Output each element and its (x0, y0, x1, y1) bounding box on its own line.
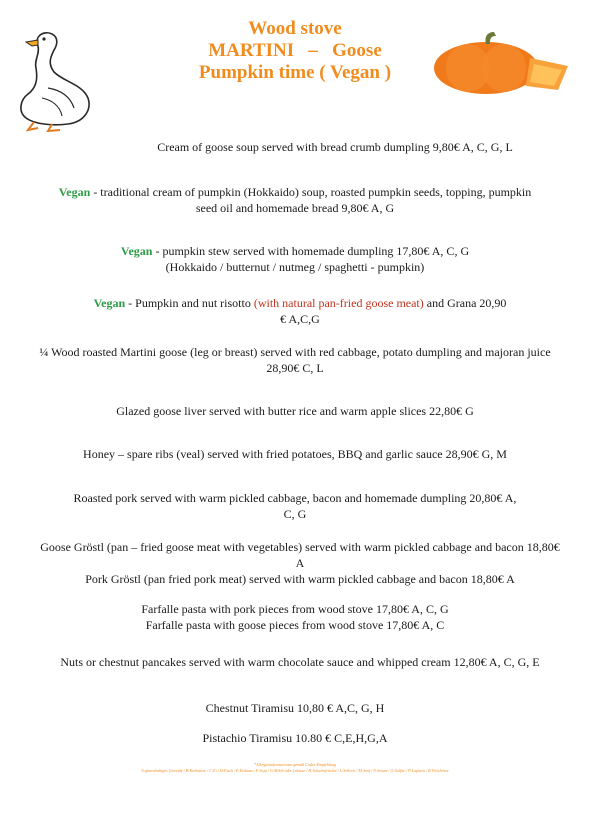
vegan-label: Vegan (120, 244, 153, 258)
header-line-2: MARTINI – Goose (208, 40, 382, 61)
menu-header (0, 18, 590, 84)
menu-item: Roasted pork served with warm pickled cabbage, bacon and homemade dumpling 20,80€ A, C, G (73, 491, 517, 521)
menu-item: Farfalle pasta with pork pieces from wood stove 17,80€ A, C, G Farfalle pasta with goose pieces from wood stove 17,80€ A, C (141, 602, 449, 632)
menu-item: Chestnut Tiramisu 10,80 € A,C, G, H (205, 701, 385, 715)
menu-item: Pistachio Tiramisu 10.80 € C,E,H,G,A (202, 731, 388, 745)
menu-item: Vegan - Pumpkin and nut risotto (with natural pan-fried goose meat) and Grana 20,90 € A,C,G (93, 296, 507, 326)
highlight-note: (with natural pan-fried goose meat) (253, 296, 424, 310)
allergen-legend: A:glutenhaltiges Getreide / B:Krebstiere / C:Ei / D:Fisch / E:Erdnuss / F:Soja / G:Milch oder Laktose / H:Schalenfrüchte / L:Sellerie / M:Senf / N:Sesam / O:Sulfite / P:Lupinen / R:Weichtiere (141, 768, 449, 773)
header-line-1: Wood stove (248, 18, 342, 39)
menu-item: ¼ Wood roasted Martini goose (leg or breast) served with red cabbage, potato dumpling and majoran juice 28,90€ C, L (39, 345, 551, 375)
allergen-footer (0, 762, 590, 774)
menu-item: Goose Gröstl (pan – fried goose meat with vegetables) served with warm pickled cabbage and bacon 18,80€ A Pork Gröstl (pan fried pork meat) served with warm pickled cabbage and bacon 18,80€ A (40, 540, 560, 586)
vegan-label: Vegan (93, 296, 126, 310)
allergen-title: *Allergeninformationen gemäß Codex-Empfehlung (254, 762, 336, 767)
menu-item: Glazed goose liver served with butter rice and warm apple slices 22,80€ G (116, 404, 474, 418)
header-line-3: Pumpkin time ( Vegan ) (198, 62, 392, 83)
menu-item: Vegan - traditional cream of pumpkin (Hokkaido) soup, roasted pumpkin seeds, topping, pumpkin seed oil and homemade bread 9,80€ A, G (58, 185, 532, 215)
menu-item: Honey – spare ribs (veal) served with fried potatoes, BBQ and garlic sauce 28,90€ G, M (83, 447, 507, 461)
menu-item: Nuts or chestnut pancakes served with warm chocolate sauce and whipped cream 12,80€ A, C, G, E (60, 655, 540, 669)
menu-item: Cream of goose soup served with bread crumb dumpling 9,80€ A, C, G, L (157, 140, 513, 154)
menu-item: Vegan - pumpkin stew served with homemade dumpling 17,80€ A, C, G (Hokkaido / butternut / nutmeg / spaghetti - pumpkin) (120, 244, 470, 274)
vegan-label: Vegan (58, 185, 91, 199)
